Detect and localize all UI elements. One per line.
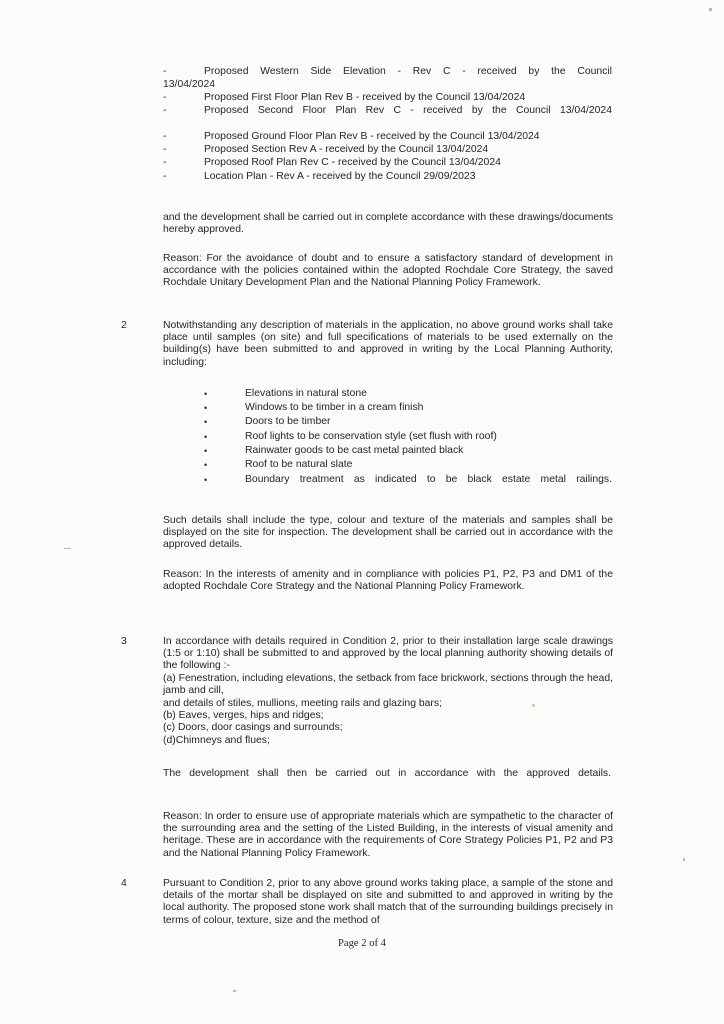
drawing-item: Location Plan - Rev A - received by the Council 29/09/2023 <box>204 171 476 182</box>
condition-2-number: 2 <box>121 320 127 331</box>
list-dash: - <box>163 171 167 182</box>
material-item: Rainwater goods to be cast metal painted black <box>245 445 464 456</box>
list-dash: - <box>163 144 167 155</box>
drawing-item: Proposed Ground Floor Plan Rev B - received by the Council 13/04/2024 <box>204 131 540 142</box>
material-item: Elevations in natural stone <box>245 388 367 399</box>
condition-3-item-a-cont: and details of stiles, mullions, meeting rails and glazing bars; <box>163 698 442 709</box>
scan-speck <box>64 548 71 549</box>
list-dash: - <box>163 105 167 116</box>
material-item: Windows to be timber in a cream finish <box>245 402 424 413</box>
scan-speck <box>233 990 236 992</box>
list-dash: - <box>163 131 167 142</box>
material-item: Doors to be timber <box>245 416 331 427</box>
bullet-icon: • <box>204 460 208 470</box>
condition-4-text: Pursuant to Condition 2, prior to any above ground works taking place, a sample of the stone and details of the mortar shall be displayed on site and submitted to and approved in writing by the local authority. The proposed stone work shall match that of the surrounding buildings precisely in terms of colour, texture, size and the method of <box>163 878 613 926</box>
bullet-icon: • <box>204 432 208 442</box>
condition-1-reason: Reason: For the avoidance of doubt and to ensure a satisfactory standard of development in accordance with the policies contained within the adopted Rochdale Core Strategy, the saved Rochdale Unitary Development Plan and the National Planning Policy Framework. <box>163 253 613 289</box>
condition-3-number: 3 <box>121 636 127 647</box>
bullet-icon: • <box>204 446 208 456</box>
condition-3-item-a: (a) Fenestration, including elevations, the setback from face brickwork, sections through the head, jamb and cill, <box>163 673 613 697</box>
condition-3-statement: The development shall then be carried out in accordance with the approved details. <box>163 768 611 779</box>
material-item: Boundary treatment as indicated to be black estate metal railings. <box>245 474 612 485</box>
list-dash: - <box>163 157 167 168</box>
drawing-item: Proposed Western Side Elevation - Rev C - received by the Council <box>204 66 612 77</box>
condition-3-item-d: (d)Chimneys and flues; <box>163 735 270 746</box>
scan-speck <box>532 704 535 707</box>
scan-speck <box>683 858 685 861</box>
material-item: Roof to be natural slate <box>245 459 353 470</box>
bullet-icon: • <box>204 475 208 485</box>
drawing-item: Proposed Second Floor Plan Rev C - received by the Council 13/04/2024 <box>204 105 612 116</box>
drawing-item: Proposed Roof Plan Rev C - received by the Council 13/04/2024 <box>204 157 501 168</box>
condition-2-reason: Reason: In the interests of amenity and in compliance with policies P1, P2, P3 and DM1 of the adopted Rochdale Core Strategy and the National Planning Policy Framework. <box>163 569 613 593</box>
condition-3-item-b: (b) Eaves, verges, hips and ridges; <box>163 710 324 721</box>
condition-2-text: Notwithstanding any description of materials in the application, no above ground works shall take place until samples (on site) and full specifications of materials to be used externally on the building(s) have been submitted to and approved in writing by the Local Planning Authority, including: <box>163 320 613 368</box>
drawing-item: Proposed Section Rev A - received by the Council 13/04/2024 <box>204 144 489 155</box>
drawing-item: Proposed First Floor Plan Rev B - received by the Council 13/04/2024 <box>204 92 526 103</box>
drawing-item-date: 13/04/2024 <box>163 79 216 90</box>
bullet-icon: • <box>204 417 208 427</box>
page-number: Page 2 of 4 <box>338 938 386 949</box>
bullet-icon: • <box>204 403 208 413</box>
scan-speck <box>709 8 712 11</box>
condition-2-details: Such details shall include the type, colour and texture of the materials and samples shall be displayed on the site for inspection. The development shall be carried out in accordance with the approved details. <box>163 515 613 551</box>
condition-4-number: 4 <box>121 878 127 889</box>
condition-3-intro: In accordance with details required in Condition 2, prior to their installation large scale drawings (1:5 or 1:10) shall be submitted to and approved by the local planning authority showing details of the following :- <box>163 636 613 672</box>
condition-3-item-c: (c) Doors, door casings and surrounds; <box>163 722 343 733</box>
bullet-icon: • <box>204 389 208 399</box>
list-dash: - <box>163 66 167 77</box>
material-item: Roof lights to be conservation style (set flush with roof) <box>245 431 497 442</box>
condition-3-reason: Reason: In order to ensure use of appropriate materials which are sympathetic to the character of the surrounding area and the setting of the Listed Building, in the interests of visual amenity and heritage. These are in accordance with the requirements of Core Strategy Policies P1, P2 and P3 and the National Planning Policy Framework. <box>163 811 613 859</box>
list-dash: - <box>163 92 167 103</box>
condition-1-text: and the development shall be carried out in complete accordance with these drawings/documents hereby approved. <box>163 212 613 236</box>
